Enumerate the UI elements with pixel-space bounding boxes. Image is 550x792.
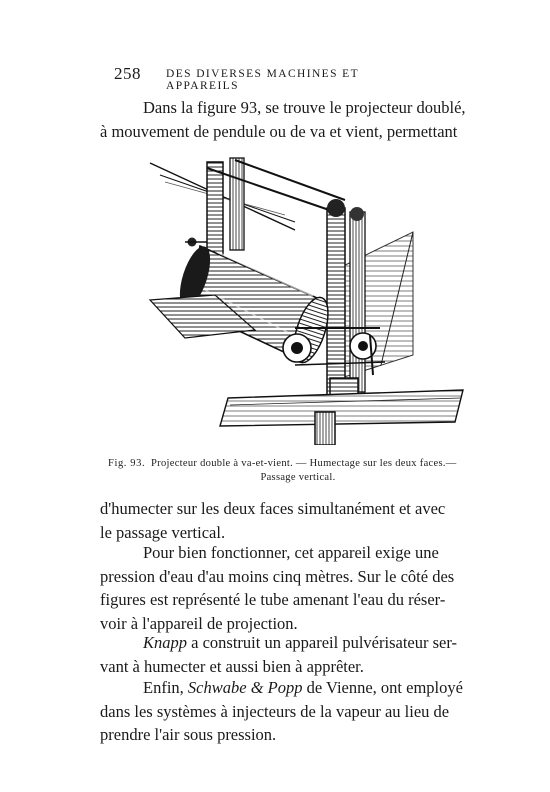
author-name: Knapp (143, 633, 188, 652)
caption-line (108, 457, 488, 471)
text-line: prendre l'air sous pression. (100, 725, 277, 744)
caption-line: Passage vertical. (260, 472, 336, 483)
paragraph-intro (100, 96, 488, 143)
caption-text: Projecteur double à va-et-vient. — Humectage sur les deux faces.— (151, 458, 457, 469)
text-line: le passage vertical. (100, 522, 226, 542)
paragraph-continued (100, 497, 488, 544)
text-line: Dans la figure 93, se trouve le projecteur doublé, (143, 98, 466, 117)
text-span: de Vienne, ont employé (302, 678, 463, 697)
figure-label: Fig. 93. (108, 458, 146, 469)
paragraph-functioning (100, 541, 488, 635)
text-line: vant à humecter et aussi bien à apprêter. (100, 656, 364, 676)
page-number: 258 (114, 64, 141, 83)
text-line: voir à l'appareil de projection. (100, 613, 298, 633)
text-line: pression d'eau d'au moins cinq mètres. Sur le côté des (100, 566, 455, 586)
running-title: DES DIVERSES MACHINES ET APPAREILS (166, 68, 359, 92)
text-line (100, 676, 488, 700)
paragraph-knapp (100, 631, 488, 678)
text-line: Pour bien fonctionner, cet appareil exige une (143, 543, 439, 562)
figure-caption (108, 457, 488, 485)
author-names: Schwabe & Popp (187, 678, 303, 697)
text-line (100, 631, 488, 655)
text-line: à mouvement de pendule ou de va et vient, permettant (100, 121, 458, 141)
text-span: a construit un appareil pulvérisateur ser- (187, 633, 458, 652)
paragraph-schwabe-popp (100, 676, 488, 747)
double-projector-engraving-icon (145, 150, 465, 445)
text-line: dans les systèmes à injecteurs de la vapeur au lieu de (100, 701, 450, 721)
page-header (114, 64, 434, 92)
text-span: Enfin, (143, 678, 188, 697)
figure-93 (145, 150, 465, 445)
text-line: d'humecter sur les deux faces simultanément et avec (100, 499, 446, 518)
text-line: figures est représenté le tube amenant l'eau du réser- (100, 590, 446, 609)
